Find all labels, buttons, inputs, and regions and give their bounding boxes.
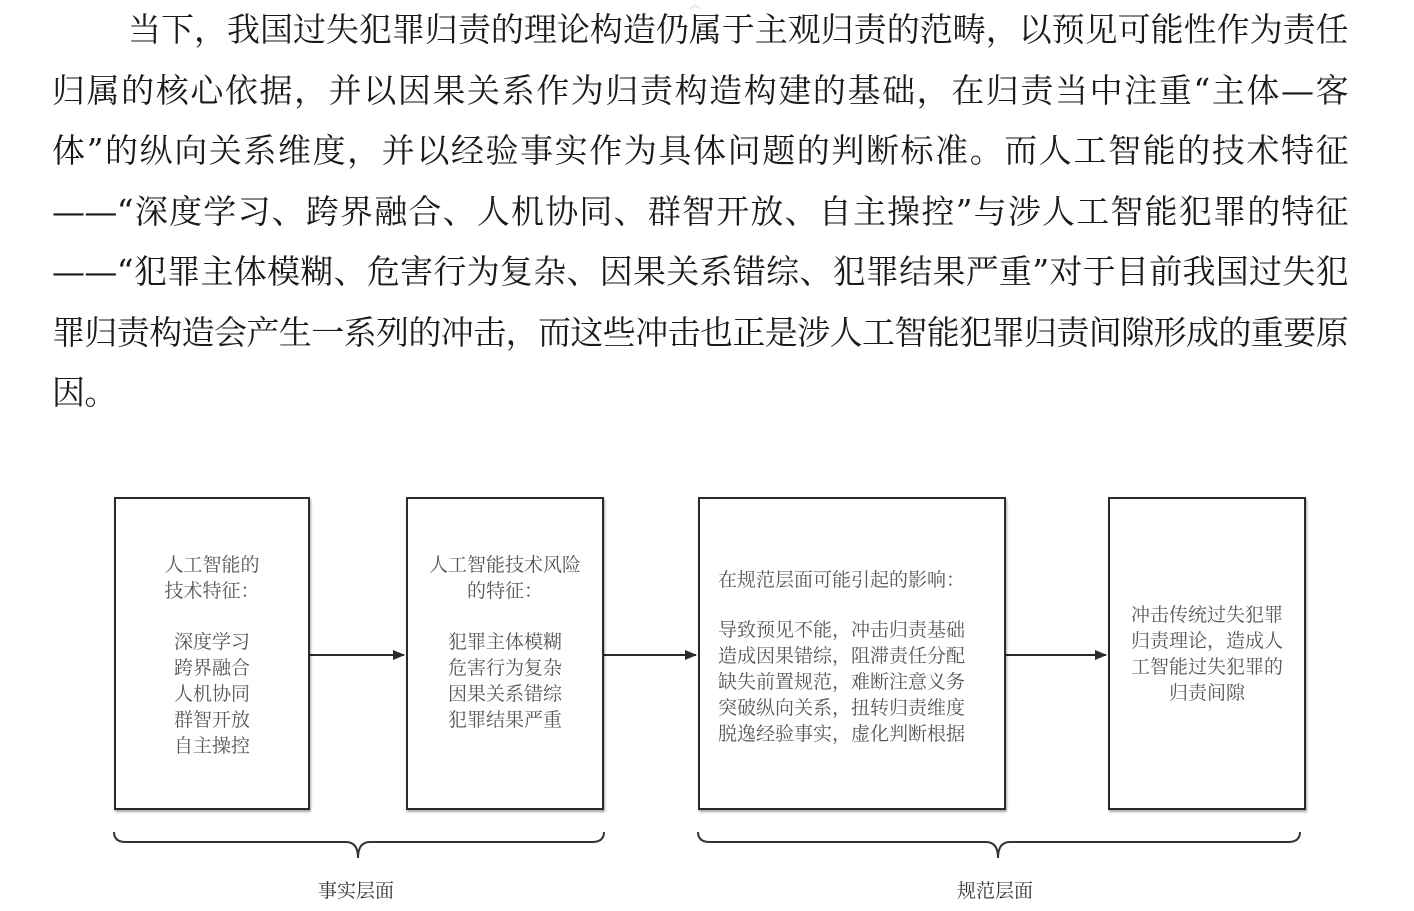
brace-norm <box>698 832 1300 858</box>
fact-level-label: 事实层面 <box>318 880 395 902</box>
normative-impact-list: 导致预见不能，冲击归责基础 造成因果错综，阻滞责任分配 缺失前置规范，难断注意义务 突破纵向关系，扭转归责维度 脱逸经验事实，虚化判断根据 <box>718 619 966 745</box>
tech-features-box <box>114 497 310 810</box>
result-text: 冲击传统过失犯罪 归责理论，造成人 工智能过失犯罪的 归责间隙 <box>1130 604 1283 704</box>
collapse-chevron-icon: ︽ <box>689 0 701 11</box>
tech-features-list: 深度学习 跨界融合 人机协同 群智开放 自主操控 <box>173 631 250 757</box>
brace-fact <box>114 832 604 858</box>
risk-features-list: 犯罪主体模糊 危害行为复杂 因果关系错综 犯罪结果严重 <box>447 631 562 731</box>
normative-impact-box <box>698 497 1006 810</box>
risk-features-box <box>406 497 604 810</box>
result-box <box>1108 497 1306 810</box>
norm-level-label: 规范层面 <box>957 880 1034 902</box>
body-paragraph: 当下，我国过失犯罪归责的理论构造仍属于主观归责的范畴，以预见可能性作为责任归属的核心依据，并以因果关系作为归责构造构建的基础，在归责当中注重“主体—客体”的纵向关系维度，并以经验事实作为具体问题的判断标准。而人工智能的技术特征——“深度学习、跨界融合、人机协同、群智开放、自主操控”与涉人工智能犯罪的特征——“犯罪主体模糊、危害行为复杂、因果关系错综、犯罪结果严重”对于目前我国过失犯罪归责构造会产生一系列的冲击，而这些冲击也正是涉人工智能犯罪归责间隙形成的重要原因。 <box>52 10 1349 412</box>
tech-features-title: 人工智能的 技术特征： <box>164 554 260 602</box>
normative-impact-title: 在规范层面可能引起的影响： <box>718 569 966 591</box>
risk-features-title: 人工智能技术风险 的特征： <box>428 554 581 602</box>
